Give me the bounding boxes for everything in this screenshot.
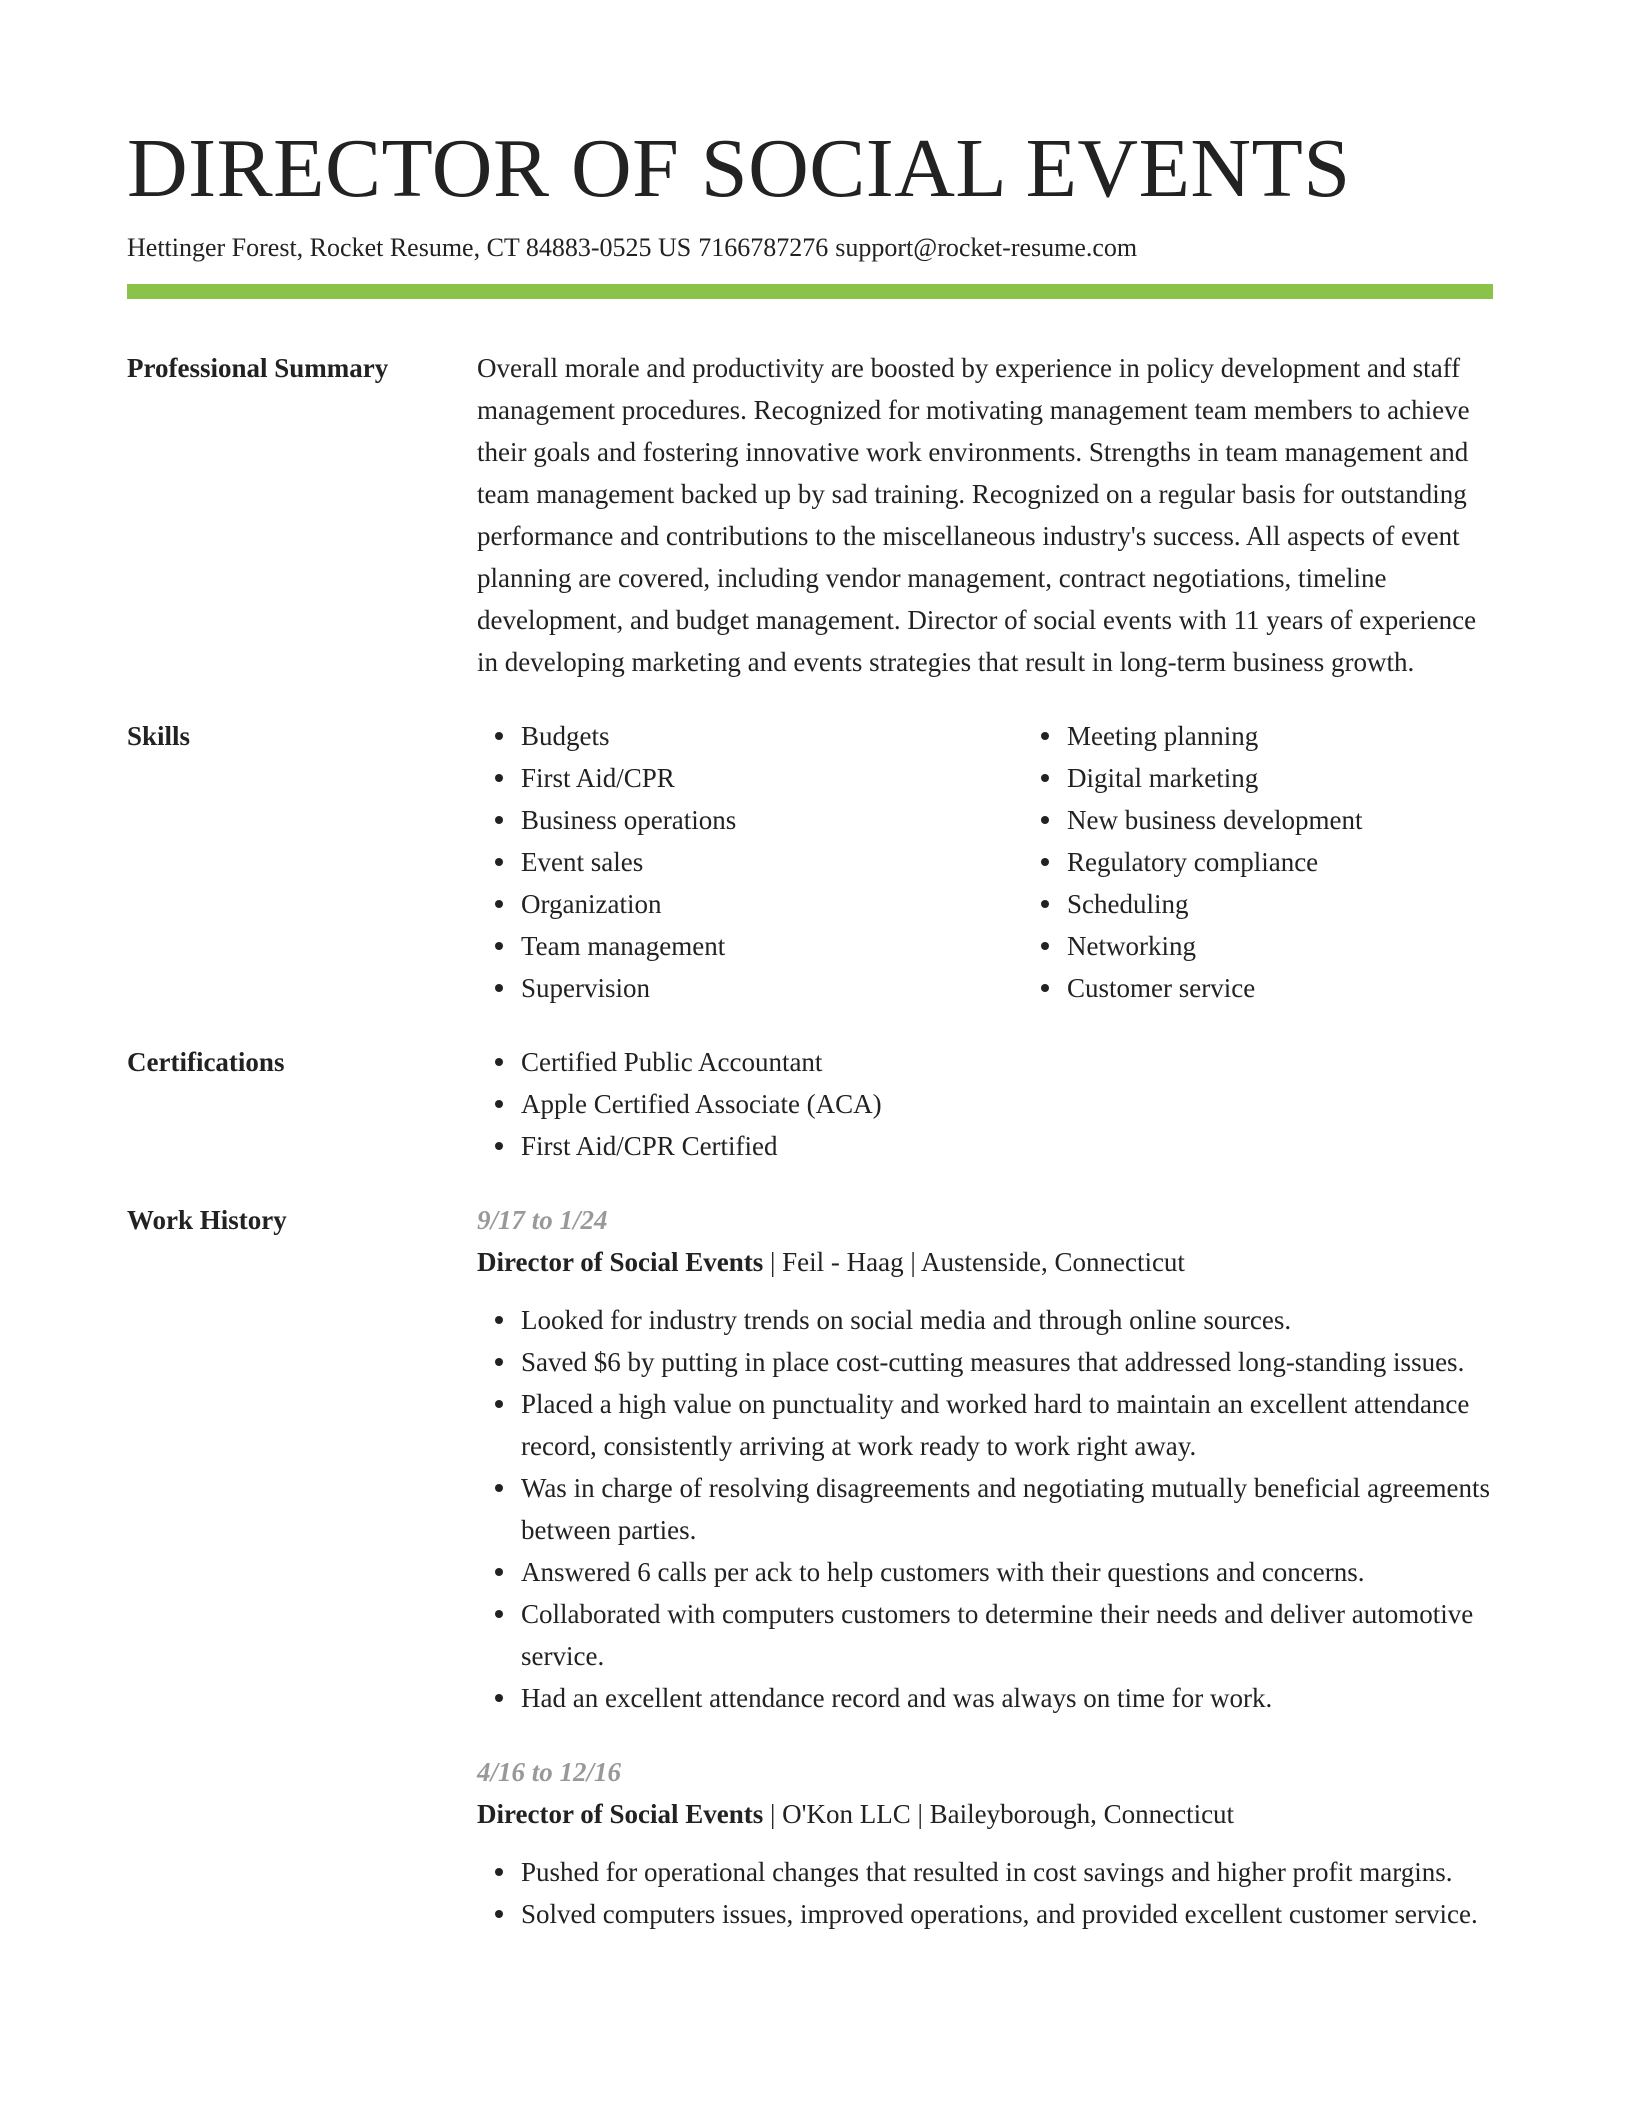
job-title-line xyxy=(477,1793,1493,1835)
skill-item: Organization xyxy=(521,883,1023,925)
work-history-section xyxy=(127,1199,1493,1935)
job-employer-location: | Feil - Haag | Austenside, Connecticut xyxy=(763,1247,1185,1277)
job-bullet: Placed a high value on punctuality and worked hard to maintain an excellent attendance record, consistently arriving at work ready to work right away. xyxy=(521,1383,1493,1467)
job-bullet: Solved computers issues, improved operations, and provided excellent customer service. xyxy=(521,1893,1493,1935)
job-employer-location: | O'Kon LLC | Baileyborough, Connecticut xyxy=(763,1799,1235,1829)
job-bullet: Saved $6 by putting in place cost-cutting measures that addressed long-standing issues. xyxy=(521,1341,1493,1383)
skill-item: Customer service xyxy=(1067,967,1569,1009)
skill-item: Networking xyxy=(1067,925,1569,967)
skill-item: Scheduling xyxy=(1067,883,1569,925)
job-title-line xyxy=(477,1241,1493,1283)
skill-item: Regulatory compliance xyxy=(1067,841,1569,883)
skill-item: Supervision xyxy=(521,967,1023,1009)
header-divider xyxy=(127,284,1493,299)
job-bullet: Answered 6 calls per ack to help customers with their questions and concerns. xyxy=(521,1551,1493,1593)
job-title: Director of Social Events xyxy=(477,1247,764,1277)
skills-label: Skills xyxy=(127,721,191,751)
skills-list-right xyxy=(1023,715,1569,1009)
job-bullets xyxy=(477,1851,1493,1935)
skill-item: Team management xyxy=(521,925,1023,967)
skill-item: Meeting planning xyxy=(1067,715,1569,757)
resume-page xyxy=(127,0,1493,1935)
contact-address: Hettinger Forest, Rocket Resume, CT 84883-0525 US xyxy=(127,233,692,262)
contact-line xyxy=(127,231,1493,265)
summary-text: Overall morale and productivity are boosted by experience in policy development and staff management procedures. Recognized for motivating management team members to achieve their goals and fostering innovative work environments. Strengths in team management and team management backed up by sad training. Recognized on a regular basis for outstanding performance and contributions to the miscellaneous industry's success. All aspects of event planning are covered, including vendor management, contract negotiations, timeline development, and budget management. Director of social events with 11 years of experience in developing marketing and events strategies that result in long-term business growth. xyxy=(477,353,1477,677)
job-dates: 4/16 to 12/16 xyxy=(477,1757,622,1787)
certification-item: Apple Certified Associate (ACA) xyxy=(521,1083,1493,1125)
summary-label: Professional Summary xyxy=(127,353,389,383)
job-dates: 9/17 to 1/24 xyxy=(477,1205,608,1235)
skill-item: Business operations xyxy=(521,799,1023,841)
skill-item: Digital marketing xyxy=(1067,757,1569,799)
job-bullet: Had an excellent attendance record and was always on time for work. xyxy=(521,1677,1493,1719)
skills-section xyxy=(127,715,1493,1009)
job-title: Director of Social Events xyxy=(477,1799,764,1829)
certifications-section xyxy=(127,1041,1493,1167)
contact-phone: 7166787276 xyxy=(698,233,829,262)
job-bullet: Collaborated with computers customers to determine their needs and deliver automotive service. xyxy=(521,1593,1493,1677)
job-bullet: Was in charge of resolving disagreements and negotiating mutually beneficial agreements between parties. xyxy=(521,1467,1493,1551)
skill-item: New business development xyxy=(1067,799,1569,841)
work-history-label: Work History xyxy=(127,1205,287,1235)
skill-item: First Aid/CPR xyxy=(521,757,1023,799)
skill-item: Budgets xyxy=(521,715,1023,757)
job-bullet: Pushed for operational changes that resulted in cost savings and higher profit margins. xyxy=(521,1851,1493,1893)
certification-item: First Aid/CPR Certified xyxy=(521,1125,1493,1167)
skill-item: Event sales xyxy=(521,841,1023,883)
job-bullets xyxy=(477,1299,1493,1719)
certifications-list xyxy=(477,1041,1493,1167)
skills-list-left xyxy=(477,715,1023,1009)
summary-section xyxy=(127,347,1493,683)
certifications-label: Certifications xyxy=(127,1047,285,1077)
job-entry xyxy=(477,1199,1493,1719)
job-bullet: Looked for industry trends on social media and through online sources. xyxy=(521,1299,1493,1341)
contact-email: support@rocket-resume.com xyxy=(835,233,1138,262)
job-entry xyxy=(477,1751,1493,1935)
resume-name-heading: DIRECTOR OF SOCIAL EVENTS xyxy=(127,122,1351,215)
certification-item: Certified Public Accountant xyxy=(521,1041,1493,1083)
